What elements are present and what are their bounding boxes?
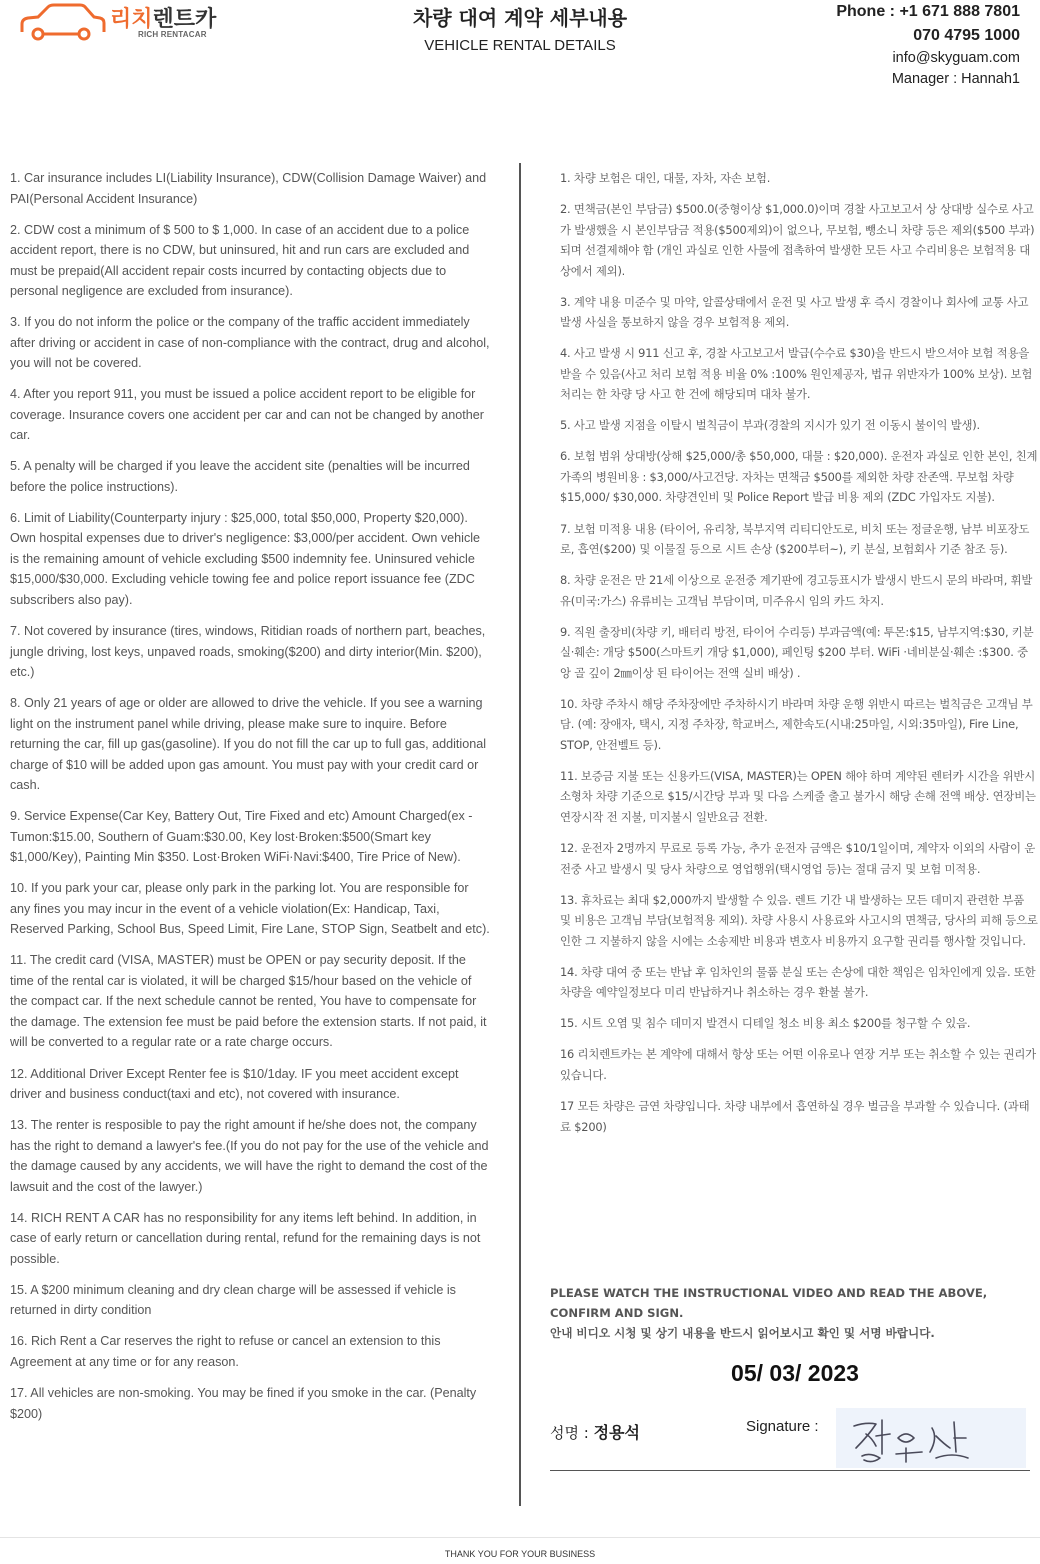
signature-label: Signature : xyxy=(746,1418,819,1435)
car-logo-icon xyxy=(18,2,106,42)
term-en-3: 3. If you do not inform the police or the company of the traffic accident immediately after driving or accident in case of non-compliance with the contract, drug and alcohol, you will not be covered. xyxy=(10,315,490,371)
phone-primary: Phone : +1 671 888 7801 xyxy=(836,3,1020,20)
korean-terms-column xyxy=(560,168,1038,1148)
term-ko-2: 2. 면책금(본인 부담금) $500.0(중형이상 $1,000.0)이며 경찰 사고보고서 상 상대방 실수로 사고가 발생했을 시 본인부담금 적용($500제외)이 없으나, 무보험, 뺑소니 차량 등은 제외($500 부과)되며 선결제해야 함 (개인 과실로 인한 사물에 접촉하여 발생한 모든 사고 수리비용은 보험적용 대상에서 제외). xyxy=(560,202,1035,278)
term-en-9: 9. Service Expense(Car Key, Battery Out, Tire Fixed and etc) Amount Charged(ex - Tumon:$15.00, Southern of Guam:$30.00, Key lost·Broken:$500(Smart key $1,000/Key), Painting Min $350. Lost·Broken WiFi·Navi:$400, Tire Price of New). xyxy=(10,809,473,865)
footer-divider xyxy=(0,1537,1040,1538)
footer-thanks: THANK YOU FOR YOUR BUSINESS xyxy=(444,1549,596,1559)
term-ko-13: 13. 휴차료는 최대 $2,000까지 발생할 수 있음. 렌트 기간 내 발생하는 모든 데미지 관련한 부품 및 비용은 고객님 부담(보험적용 제외). 차량 사용시 사용료와 사고시의 면책금, 당사의 피해 등으로 인한 그 지불하지 않을 시에는 소송제반 비용과 변호사 비용까지 요구할 권리를 행사할 것입니다. xyxy=(560,892,1038,948)
term-ko-17: 17 모든 차량은 금연 차량입니다. 차량 내부에서 흡연하실 경우 벌금을 부과할 수 있습니다. (과태료 $200) xyxy=(560,1099,1030,1134)
term-en-13: 13. The renter is resposible to pay the right amount if he/she does not, the company has the right to demand a lawyer's fee.(If you do not pay for the use of the vehicle and the damage caused by any accidents, we will have the right to demand the cost of the lawsuit and the cost of the lawyer.) xyxy=(10,1118,489,1194)
phone-secondary: 070 4795 1000 xyxy=(913,27,1020,44)
term-en-8: 8. Only 21 years of age or older are allowed to drive the vehicle. If you see a warning light on the instrument panel while driving, please make sure to inquire. Before returning the car, fill up gas(gasoline). If you do not fill the car up to full gas, additional charge of $10 will be added upon gas amount. You must pay with your credit card or cash. xyxy=(10,696,487,793)
term-en-17: 17. All vehicles are non-smoking. You may be fined if you smoke in the car. (Penalty $200) xyxy=(10,1386,477,1421)
term-en-11: 11. The credit card (VISA, MASTER) must be OPEN or pay security deposit. If the time of the rental car is violated, it will be charged $15/hour based on the vehicle of the compact car. If the next schedule cannot be rented, You have to compensate for the damage. The extension fee must be paid before the extension starts. If not paid, it will be converted to a regular rate or a rate charge occurs. xyxy=(10,953,487,1050)
logo-wordmark-rest: 렌트카 xyxy=(152,7,217,32)
term-ko-11: 11. 보증금 지불 또는 신용카드(VISA, MASTER)는 OPEN 해야 하며 계약된 렌터카 시간을 위반시 소형차 차량 기준으로 $15/시간당 부과 및 다음 스케줄 출고 불가시 해당 손해 전액 배상. 연장비는 연장시작 전 지불, 미지불시 일반요금 전환. xyxy=(560,768,1036,824)
term-en-16: 16. Rich Rent a Car reserves the right to refuse or cancel an extension to this Agreement at any time or for any reason. xyxy=(10,1334,441,1369)
term-ko-6: 6. 보험 범위 상대방(상해 $25,000/총 $50,000, 대물 : $20,000). 운전자 과실로 인한 본인, 친계 가족의 병원비용 : $3,000/사고건당. 자차는 면책금 $500를 제외한 차량 잔존액. 무보험 차량 $15,000/ $30,000. 차량견인비 및 Police Report 발급 비용 제외 (ZDC 가입자도 지불). xyxy=(560,449,1038,505)
contract-date: 05/ 03/ 2023 xyxy=(731,1360,859,1386)
english-terms-column xyxy=(10,168,492,1435)
term-en-1: 1. Car insurance includes LI(Liability Insurance), CDW(Collision Damage Waiver) and PAI(Personal Accident Insurance) xyxy=(10,171,487,206)
company-logo xyxy=(18,2,218,42)
term-en-7: 7. Not covered by insurance (tires, windows, Ritidian roads of northern part, beaches, jungle driving, lost keys, unpaved roads, smoking($200) and dirty interior(Min. $200), etc.) xyxy=(10,624,486,680)
manager-name: Manager : Hannah1 xyxy=(891,71,1020,87)
term-ko-8: 8. 차량 운전은 만 21세 이상으로 운전중 계기판에 경고등표시가 발생시 반드시 문의 바라며, 휘발유(미국:가스) 유류비는 고객님 부담이며, 미주유시 임의 카드 차지. xyxy=(560,573,1033,608)
term-ko-14: 14. 차량 대여 중 또는 반납 후 임차인의 물품 분실 또는 손상에 대한 책임은 임차인에게 있음. 또한 차량을 예약일정보다 미리 반납하거나 취소하는 경우 환불 불가. xyxy=(560,964,1036,1000)
term-ko-15: 15. 시트 오염 및 침수 데미지 발견시 디테일 청소 비용 최소 $200를 청구할 수 있음. xyxy=(560,1016,971,1031)
term-en-10: 10. If you park your car, please only park in the parking lot. You are responsible for any fines you may incur in the event of a vehicle violation(Ex: Handicap, Taxi, Reserved Parking, School Bus, Speed Limit, Fire Lane, STOP Sign, Seatbelt and etc). xyxy=(10,881,490,937)
term-en-14: 14. RICH RENT A CAR has no responsibility for any items left behind. In addition, in case of early return or cancellation during rental, refund for the remaining days is not possible. xyxy=(10,1210,481,1266)
term-en-4: 4. After you report 911, you must be issued a police accident report to be eligible for coverage. Insurance covers one accident per car and can not be changed by another car. xyxy=(10,387,484,443)
logo-subtitle: RICH RENTACAR xyxy=(138,30,207,39)
term-en-5: 5. A penalty will be charged if you leave the accident site (penalties will be incurred before the police instructions). xyxy=(10,459,470,494)
sign-notice xyxy=(550,1283,1030,1343)
term-ko-3: 3. 계약 내용 미준수 및 마약, 알콜상태에서 운전 및 사고 발생 후 즉시 경찰이나 회사에 교통 사고 발생 사실을 통보하지 않을 경우 보험적용 제외. xyxy=(560,294,1029,330)
term-ko-1: 1. 차량 보험은 대인, 대물, 자차, 자손 보험. xyxy=(560,171,771,185)
logo-wordmark xyxy=(110,2,216,33)
signer-name-label: 성명 : xyxy=(550,1424,589,1442)
title-korean: 차량 대여 계약 세부내용 xyxy=(412,6,628,30)
signer-name-field xyxy=(550,1420,640,1443)
term-ko-4: 4. 사고 발생 시 911 신고 후, 경찰 사고보고서 발급(수수료 $30)을 반드시 받으셔야 보험 적용을 받을 수 있음(사고 처리 보험 적용 비율 0% :100% 원인제공자, 법규 위반자가 100% 보상). 보험처리는 한 차량 당 사고 한 건에 해당되며 대차 불가. xyxy=(560,346,1033,402)
logo-wordmark-accent: 리치 xyxy=(110,7,153,32)
term-en-15: 15. A $200 minimum cleaning and dry clean charge will be assessed if vehicle is returned in dirty condition xyxy=(10,1282,456,1318)
term-ko-10: 10. 차량 주차시 해당 주차장에만 주차하시기 바라며 차량 운행 위반시 따르는 벌칙금은 고객님 부담. (예: 장애자, 택시, 지정 주차장, 학교버스, 제한속도(시내:25마일, 시외:35마일), Fire Line, STOP, 안전벨트 등). xyxy=(560,696,1033,752)
signature-pad[interactable] xyxy=(836,1408,1026,1468)
term-ko-7: 7. 보험 미적용 내용 (타이어, 유리창, 북부지역 리티디안도로, 비치 또는 정글운행, 남부 비포장도로, 흡연($200) 및 이물질 등으로 시트 손상 ($200부터~), 키 분실, 보험회사 기준 참조 등). xyxy=(560,521,1030,557)
term-en-12: 12. Additional Driver Except Renter fee is $10/1day. IF you meet accident except driver and business conduct(taxi and etc), not covered with insurance. xyxy=(10,1066,459,1102)
term-ko-16: 16 리치렌트카는 본 계약에 대해서 항상 또는 어떤 이유로나 연장 거부 또는 취소할 수 있는 권리가 있습니다. xyxy=(560,1047,1036,1082)
term-ko-9: 9. 직원 출장비(차량 키, 배터리 방전, 타이어 수리등) 부과금액(예: 투몬:$15, 남부지역:$30, 키분실·훼손: 개당 $500(스마트키 개당 $1,000), 페인팅 $200 부터. WiFi ·네비분실·훼손 :$300. 중앙 골 깊이 2㎜이상 된 타이어는 전액 실비 배상) . xyxy=(560,624,1034,680)
term-ko-5: 5. 사고 발생 지점을 이탈시 벌칙금이 부과(경찰의 지시가 있기 전 이동시 불이익 발생). xyxy=(560,418,980,433)
handwritten-signature-icon xyxy=(836,1408,1026,1468)
term-ko-12: 12. 운전자 2명까지 무료로 등록 가능, 추가 운전자 금액은 $10/1일이며, 계약자 이외의 사람이 운전중 사고 발생시 및 당사 차량으로 영업행위(택시영업 등)는 절대 금지 및 보험 미적용. xyxy=(560,841,1036,876)
signer-name: 정용석 xyxy=(593,1423,640,1442)
term-en-6: 6. Limit of Liability(Counterparty injury : $25,000, total $50,000, Property $20,000). Own hospital expenses due to driver's negligence: $3,000/per accident. Own vehicle is the remaining amount of vehicle excluding $500 indemnity fee. Uninsured vehicle $15,000/$30,000. Excluding vehicle towing fee and police report issuance fee (ZDC subscribers also pay). xyxy=(10,510,481,607)
title-english: VEHICLE RENTAL DETAILS xyxy=(424,37,616,54)
column-divider xyxy=(519,163,521,1506)
sign-notice-korean: 안내 비디오 시청 및 상기 내용을 반드시 읽어보시고 확인 및 서명 바랍니다. xyxy=(550,1326,935,1340)
term-en-2: 2. CDW cost a minimum of $ 500 to $ 1,000. In case of an accident due to a police accident report, there is no CDW, but uninsured, hit and run cars are excluded and must be prepaid(All accident repair costs incurred by contacting objects due to personal negligence are excluded from insurance). xyxy=(10,222,470,299)
signature-line xyxy=(550,1470,1030,1471)
sign-notice-english: PLEASE WATCH THE INSTRUCTIONAL VIDEO AND READ THE ABOVE, CONFIRM AND SIGN. xyxy=(550,1286,988,1320)
email-address: info@skyguam.com xyxy=(892,50,1020,66)
